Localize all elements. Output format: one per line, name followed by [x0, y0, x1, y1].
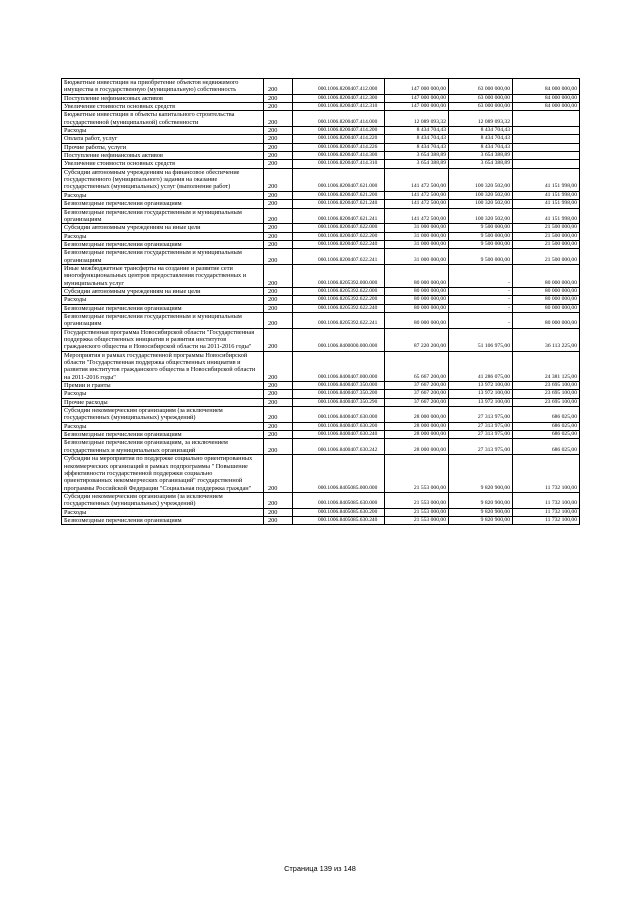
- row-remaining-cell: [513, 135, 580, 143]
- table-row: [62, 240, 580, 248]
- row-kbk-cell: 000.1006.8200407.414.220: [293, 135, 385, 143]
- row-remaining-cell: 23 695 100,00: [513, 382, 580, 390]
- table-row: [62, 492, 580, 508]
- row-kbk-cell: 000.1006.8200407.414.000: [293, 111, 385, 127]
- row-name-cell: Прочие расходы: [62, 398, 264, 406]
- row-kbk-cell: 000.1006.8400407.630.242: [293, 439, 385, 455]
- row-remaining-cell: 686 025,00: [513, 439, 580, 455]
- table-row: [62, 224, 580, 232]
- row-code-cell: 200: [264, 264, 293, 287]
- row-name-cell: Безвозмездные перечисления организациям: [62, 516, 264, 524]
- row-name-cell: Безвозмездные перечисления организациям: [62, 200, 264, 208]
- row-approved-cell: 31 000 000,00: [385, 232, 449, 240]
- row-kbk-cell: 000.1006.8400407.350.200: [293, 390, 385, 398]
- row-name-cell: Расходы: [62, 296, 264, 304]
- table-row: [62, 304, 580, 312]
- row-approved-cell: 141 472 500,00: [385, 168, 449, 191]
- row-approved-cell: 80 000 000,00: [385, 264, 449, 287]
- row-approved-cell: 21 553 000,00: [385, 516, 449, 524]
- row-kbk-cell: 000.1006.8205392.622.241: [293, 312, 385, 328]
- row-remaining-cell: 23 695 100,00: [513, 390, 580, 398]
- row-executed-cell: -: [449, 312, 513, 328]
- row-kbk-cell: 000.1006.8200407.621.000: [293, 168, 385, 191]
- row-name-cell: Поступление нефинансовых активов: [62, 152, 264, 160]
- row-executed-cell: 9 820 900,00: [449, 516, 513, 524]
- row-approved-cell: 147 000 000,00: [385, 79, 449, 95]
- row-approved-cell: 8 434 704,43: [385, 127, 449, 135]
- row-remaining-cell: 80 000 000,00: [513, 264, 580, 287]
- row-approved-cell: 65 667 200,00: [385, 351, 449, 381]
- row-kbk-cell: 000.1006.8205392.622.200: [293, 296, 385, 304]
- row-remaining-cell: 686 025,00: [513, 422, 580, 430]
- row-approved-cell: 80 000 000,00: [385, 287, 449, 295]
- row-name-cell: Субсидии некоммерческим организациям (за исключением государственных (муниципальных) учреждений): [62, 492, 264, 508]
- row-code-cell: 200: [264, 398, 293, 406]
- row-name-cell: Расходы: [62, 390, 264, 398]
- row-remaining-cell: 84 000 000,00: [513, 103, 580, 111]
- row-remaining-cell: [513, 143, 580, 151]
- row-code-cell: 200: [264, 135, 293, 143]
- table-row: [62, 152, 580, 160]
- row-code-cell: 200: [264, 127, 293, 135]
- row-name-cell: Расходы: [62, 191, 264, 199]
- row-executed-cell: 9 500 000,00: [449, 232, 513, 240]
- row-code-cell: 200: [264, 390, 293, 398]
- row-code-cell: 200: [264, 422, 293, 430]
- row-code-cell: 200: [264, 296, 293, 304]
- row-kbk-cell: 000.1006.8200407.622.240: [293, 240, 385, 248]
- row-kbk-cell: 000.1006.8405085.630.240: [293, 516, 385, 524]
- row-code-cell: 200: [264, 304, 293, 312]
- row-kbk-cell: 000.1006.8200407.621.200: [293, 191, 385, 199]
- row-code-cell: 200: [264, 232, 293, 240]
- table-row: [62, 407, 580, 423]
- row-executed-cell: -: [449, 304, 513, 312]
- row-remaining-cell: [513, 127, 580, 135]
- row-code-cell: 200: [264, 160, 293, 168]
- row-approved-cell: 141 472 500,00: [385, 200, 449, 208]
- row-approved-cell: 141 472 500,00: [385, 208, 449, 224]
- table-row: [62, 127, 580, 135]
- row-executed-cell: 27 313 975,00: [449, 431, 513, 439]
- row-approved-cell: 12 089 093,32: [385, 111, 449, 127]
- row-name-cell: Увеличение стоимости основных средств: [62, 160, 264, 168]
- row-approved-cell: 28 000 000,00: [385, 431, 449, 439]
- row-executed-cell: -: [449, 296, 513, 304]
- row-approved-cell: 147 000 000,00: [385, 103, 449, 111]
- row-remaining-cell: [513, 111, 580, 127]
- table-row: [62, 390, 580, 398]
- row-remaining-cell: 11 732 100,00: [513, 516, 580, 524]
- row-kbk-cell: 000.1006.8200407.414.200: [293, 127, 385, 135]
- row-name-cell: Субсидии некоммерческим организациям (за исключением государственных (муниципальных) учреждений): [62, 407, 264, 423]
- row-remaining-cell: 686 025,00: [513, 431, 580, 439]
- row-executed-cell: 27 313 975,00: [449, 439, 513, 455]
- table-row: [62, 312, 580, 328]
- row-code-cell: 200: [264, 492, 293, 508]
- row-approved-cell: 21 553 000,00: [385, 455, 449, 493]
- row-executed-cell: 13 972 100,00: [449, 382, 513, 390]
- row-name-cell: Государственная программа Новосибирской области "Государственная поддержка общественных инициатив и развития институтов гражданского общества в Новосибирской области на 2011-2016 годы": [62, 328, 264, 351]
- row-remaining-cell: 84 000 000,00: [513, 94, 580, 102]
- row-name-cell: Бюджетные инвестиции на приобретение объектов недвижимого имущества в государственную (муниципальную) собственность: [62, 79, 264, 95]
- row-remaining-cell: 21 500 000,00: [513, 240, 580, 248]
- row-code-cell: 200: [264, 168, 293, 191]
- row-executed-cell: 3 654 388,89: [449, 160, 513, 168]
- table-row: [62, 232, 580, 240]
- table-row: [62, 103, 580, 111]
- row-executed-cell: 9 500 000,00: [449, 224, 513, 232]
- row-executed-cell: 100 320 502,00: [449, 200, 513, 208]
- table-row: [62, 264, 580, 287]
- row-name-cell: Расходы: [62, 232, 264, 240]
- row-code-cell: 200: [264, 287, 293, 295]
- row-name-cell: Расходы: [62, 508, 264, 516]
- row-remaining-cell: 21 500 000,00: [513, 224, 580, 232]
- row-approved-cell: 31 000 000,00: [385, 224, 449, 232]
- row-executed-cell: 9 820 900,00: [449, 492, 513, 508]
- table-row: [62, 160, 580, 168]
- row-approved-cell: 28 000 000,00: [385, 439, 449, 455]
- row-kbk-cell: 000.1006.8400407.630.200: [293, 422, 385, 430]
- row-code-cell: 200: [264, 516, 293, 524]
- row-kbk-cell: 000.1006.8200407.622.200: [293, 232, 385, 240]
- row-code-cell: 200: [264, 439, 293, 455]
- row-executed-cell: 63 000 000,00: [449, 103, 513, 111]
- row-code-cell: 200: [264, 200, 293, 208]
- row-executed-cell: -: [449, 264, 513, 287]
- row-executed-cell: 27 313 975,00: [449, 407, 513, 423]
- row-name-cell: Прочие работы, услуги: [62, 143, 264, 151]
- row-approved-cell: 37 667 200,00: [385, 390, 449, 398]
- row-remaining-cell: 11 732 100,00: [513, 455, 580, 493]
- row-executed-cell: 100 320 502,00: [449, 208, 513, 224]
- row-kbk-cell: 000.1006.8205392.622.000: [293, 287, 385, 295]
- row-name-cell: Расходы: [62, 422, 264, 430]
- row-remaining-cell: 80 000 000,00: [513, 312, 580, 328]
- row-approved-cell: 80 000 000,00: [385, 312, 449, 328]
- row-remaining-cell: [513, 152, 580, 160]
- row-kbk-cell: 000.1006.8205392.000.000: [293, 264, 385, 287]
- row-approved-cell: 87 220 200,00: [385, 328, 449, 351]
- row-code-cell: 200: [264, 224, 293, 232]
- row-approved-cell: 3 654 388,89: [385, 152, 449, 160]
- row-name-cell: Субсидии автономным учреждениям на финансовое обеспечение государственного (муниципального) задания на оказание государственных (муниципальных) услуг (выполнение работ): [62, 168, 264, 191]
- row-kbk-cell: 000.1006.8200407.412.310: [293, 103, 385, 111]
- table-row: [62, 208, 580, 224]
- row-approved-cell: 3 654 388,89: [385, 160, 449, 168]
- row-kbk-cell: 000.1006.8200407.621.240: [293, 200, 385, 208]
- row-kbk-cell: 000.1006.8200407.621.241: [293, 208, 385, 224]
- row-executed-cell: 13 972 100,00: [449, 398, 513, 406]
- row-remaining-cell: 41 151 998,00: [513, 168, 580, 191]
- row-executed-cell: 9 820 900,00: [449, 455, 513, 493]
- table-row: [62, 351, 580, 381]
- row-name-cell: Безвозмездные перечисления государственным и муниципальным организациям: [62, 249, 264, 265]
- row-executed-cell: 8 434 704,43: [449, 143, 513, 151]
- table-row: [62, 249, 580, 265]
- row-executed-cell: 12 089 093,32: [449, 111, 513, 127]
- row-code-cell: 200: [264, 94, 293, 102]
- row-code-cell: 200: [264, 240, 293, 248]
- row-approved-cell: 80 000 000,00: [385, 296, 449, 304]
- row-kbk-cell: 000.1006.8200407.622.000: [293, 224, 385, 232]
- table-row: [62, 382, 580, 390]
- row-remaining-cell: 36 113 225,00: [513, 328, 580, 351]
- row-remaining-cell: 21 500 000,00: [513, 249, 580, 265]
- row-name-cell: Безвозмездные перечисления организациям, за исключением государственных и муниципальных организаций: [62, 439, 264, 455]
- row-name-cell: Оплата работ, услуг: [62, 135, 264, 143]
- row-approved-cell: 31 000 000,00: [385, 240, 449, 248]
- row-code-cell: 200: [264, 191, 293, 199]
- table-row: [62, 422, 580, 430]
- row-remaining-cell: 23 695 100,00: [513, 398, 580, 406]
- row-remaining-cell: 11 732 100,00: [513, 492, 580, 508]
- row-executed-cell: 63 000 000,00: [449, 94, 513, 102]
- row-code-cell: 200: [264, 152, 293, 160]
- row-name-cell: Безвозмездные перечисления государственным и муниципальным организациям: [62, 312, 264, 328]
- row-kbk-cell: 000.1006.8400407.630.240: [293, 431, 385, 439]
- table-row: [62, 111, 580, 127]
- row-kbk-cell: 000.1006.8200407.414.226: [293, 143, 385, 151]
- table-row: [62, 508, 580, 516]
- row-name-cell: Иные межбюджетные трансферты на создание и развитие сети многофункциональных центров предоставления государственных и муниципальных услуг: [62, 264, 264, 287]
- row-code-cell: 200: [264, 407, 293, 423]
- row-executed-cell: 8 434 704,43: [449, 135, 513, 143]
- table-row: [62, 398, 580, 406]
- row-code-cell: 200: [264, 328, 293, 351]
- row-code-cell: 200: [264, 431, 293, 439]
- row-kbk-cell: 000.1006.8400407.000.000: [293, 351, 385, 381]
- row-kbk-cell: 000.1006.8400000.000.000: [293, 328, 385, 351]
- row-executed-cell: 51 106 975,00: [449, 328, 513, 351]
- table-row: [62, 143, 580, 151]
- row-name-cell: Безвозмездные перечисления организациям: [62, 304, 264, 312]
- row-kbk-cell: 000.1006.8200407.414.310: [293, 160, 385, 168]
- page-number: Страница 139 из 148: [284, 864, 356, 873]
- row-approved-cell: 141 472 500,00: [385, 191, 449, 199]
- table-row: [62, 287, 580, 295]
- row-code-cell: 200: [264, 208, 293, 224]
- row-remaining-cell: 11 732 100,00: [513, 508, 580, 516]
- row-executed-cell: 3 654 388,89: [449, 152, 513, 160]
- row-executed-cell: 100 320 502,00: [449, 191, 513, 199]
- row-approved-cell: 8 434 704,43: [385, 143, 449, 151]
- row-approved-cell: 80 000 000,00: [385, 304, 449, 312]
- table-row: [62, 94, 580, 102]
- row-code-cell: 200: [264, 455, 293, 493]
- table-row: [62, 79, 580, 95]
- row-executed-cell: 27 313 975,00: [449, 422, 513, 430]
- row-name-cell: Бюджетные инвестиции в объекты капитального строительства государственной (муниципальной) собственности: [62, 111, 264, 127]
- table-row: [62, 168, 580, 191]
- row-code-cell: 200: [264, 312, 293, 328]
- row-remaining-cell: 80 000 000,00: [513, 304, 580, 312]
- table-row: [62, 135, 580, 143]
- table-row: [62, 439, 580, 455]
- row-remaining-cell: 80 000 000,00: [513, 287, 580, 295]
- row-remaining-cell: 84 000 000,00: [513, 79, 580, 95]
- row-approved-cell: 28 000 000,00: [385, 407, 449, 423]
- row-name-cell: Мероприятия в рамках государственной программы Новосибирской области "Государственная поддержка общественных инициатив и развития институтов гражданского общества в Новосибирской области на 2011-2016 годы": [62, 351, 264, 381]
- budget-table-body: [62, 79, 580, 525]
- row-kbk-cell: 000.1006.8400407.350.290: [293, 398, 385, 406]
- row-remaining-cell: 80 000 000,00: [513, 296, 580, 304]
- row-name-cell: Безвозмездные перечисления государственным и муниципальным организациям: [62, 208, 264, 224]
- row-name-cell: Премии и гранты: [62, 382, 264, 390]
- table-row: [62, 431, 580, 439]
- row-name-cell: Поступление нефинансовых активов: [62, 94, 264, 102]
- row-code-cell: 200: [264, 351, 293, 381]
- table-row: [62, 296, 580, 304]
- row-approved-cell: 37 667 200,00: [385, 382, 449, 390]
- row-kbk-cell: 000.1006.8400407.350.000: [293, 382, 385, 390]
- row-kbk-cell: 000.1006.8400407.630.000: [293, 407, 385, 423]
- row-remaining-cell: 686 025,00: [513, 407, 580, 423]
- row-kbk-cell: 000.1006.8405085.630.000: [293, 492, 385, 508]
- row-remaining-cell: [513, 160, 580, 168]
- row-approved-cell: 37 667 200,00: [385, 398, 449, 406]
- row-kbk-cell: 000.1006.8200407.414.300: [293, 152, 385, 160]
- row-code-cell: 200: [264, 508, 293, 516]
- row-code-cell: 200: [264, 103, 293, 111]
- row-remaining-cell: 41 151 998,00: [513, 208, 580, 224]
- row-kbk-cell: 000.1006.8405085.630.200: [293, 508, 385, 516]
- row-remaining-cell: 41 151 998,00: [513, 191, 580, 199]
- table-row: [62, 191, 580, 199]
- row-name-cell: Субсидии автономным учреждениям на иные цели: [62, 224, 264, 232]
- row-executed-cell: 63 000 000,00: [449, 79, 513, 95]
- table-row: [62, 455, 580, 493]
- row-executed-cell: 13 972 100,00: [449, 390, 513, 398]
- row-code-cell: 200: [264, 382, 293, 390]
- budget-table: [61, 78, 580, 525]
- row-approved-cell: 31 000 000,00: [385, 249, 449, 265]
- row-approved-cell: 8 434 704,43: [385, 135, 449, 143]
- row-remaining-cell: 41 151 998,00: [513, 200, 580, 208]
- row-kbk-cell: 000.1006.8405085.000.000: [293, 455, 385, 493]
- table-row: [62, 516, 580, 524]
- row-remaining-cell: 24 381 125,00: [513, 351, 580, 381]
- row-executed-cell: 9 820 900,00: [449, 508, 513, 516]
- row-name-cell: Расходы: [62, 127, 264, 135]
- row-kbk-cell: 000.1006.8200407.412.000: [293, 79, 385, 95]
- row-executed-cell: 8 434 704,43: [449, 127, 513, 135]
- table-row: [62, 328, 580, 351]
- row-executed-cell: 9 500 000,00: [449, 249, 513, 265]
- row-approved-cell: 21 553 000,00: [385, 508, 449, 516]
- row-remaining-cell: 21 500 000,00: [513, 232, 580, 240]
- row-executed-cell: 41 286 075,00: [449, 351, 513, 381]
- row-name-cell: Субсидии автономным учреждениям на иные цели: [62, 287, 264, 295]
- row-executed-cell: -: [449, 287, 513, 295]
- row-approved-cell: 28 000 000,00: [385, 422, 449, 430]
- row-approved-cell: 21 553 000,00: [385, 492, 449, 508]
- table-row: [62, 200, 580, 208]
- row-executed-cell: 9 500 000,00: [449, 240, 513, 248]
- row-name-cell: Субсидии на мероприятия по поддержке социально ориентированных некоммерческих организаций в рамках подпрограммы " Повышение эффективности государственной поддержки социально ориентированных некоммерческих организаций" государственной программы Российской Федерации "Социальная поддержка граждан": [62, 455, 264, 493]
- row-approved-cell: 147 000 000,00: [385, 94, 449, 102]
- row-name-cell: Увеличение стоимости основных средств: [62, 103, 264, 111]
- row-name-cell: Безвозмездные перечисления организациям: [62, 240, 264, 248]
- row-code-cell: 200: [264, 111, 293, 127]
- row-code-cell: 200: [264, 143, 293, 151]
- row-kbk-cell: 000.1006.8200407.622.241: [293, 249, 385, 265]
- row-name-cell: Безвозмездные перечисления организациям: [62, 431, 264, 439]
- row-kbk-cell: 000.1006.8205392.622.240: [293, 304, 385, 312]
- row-executed-cell: 100 320 502,00: [449, 168, 513, 191]
- row-code-cell: 200: [264, 79, 293, 95]
- row-kbk-cell: 000.1006.8200407.412.300: [293, 94, 385, 102]
- row-code-cell: 200: [264, 249, 293, 265]
